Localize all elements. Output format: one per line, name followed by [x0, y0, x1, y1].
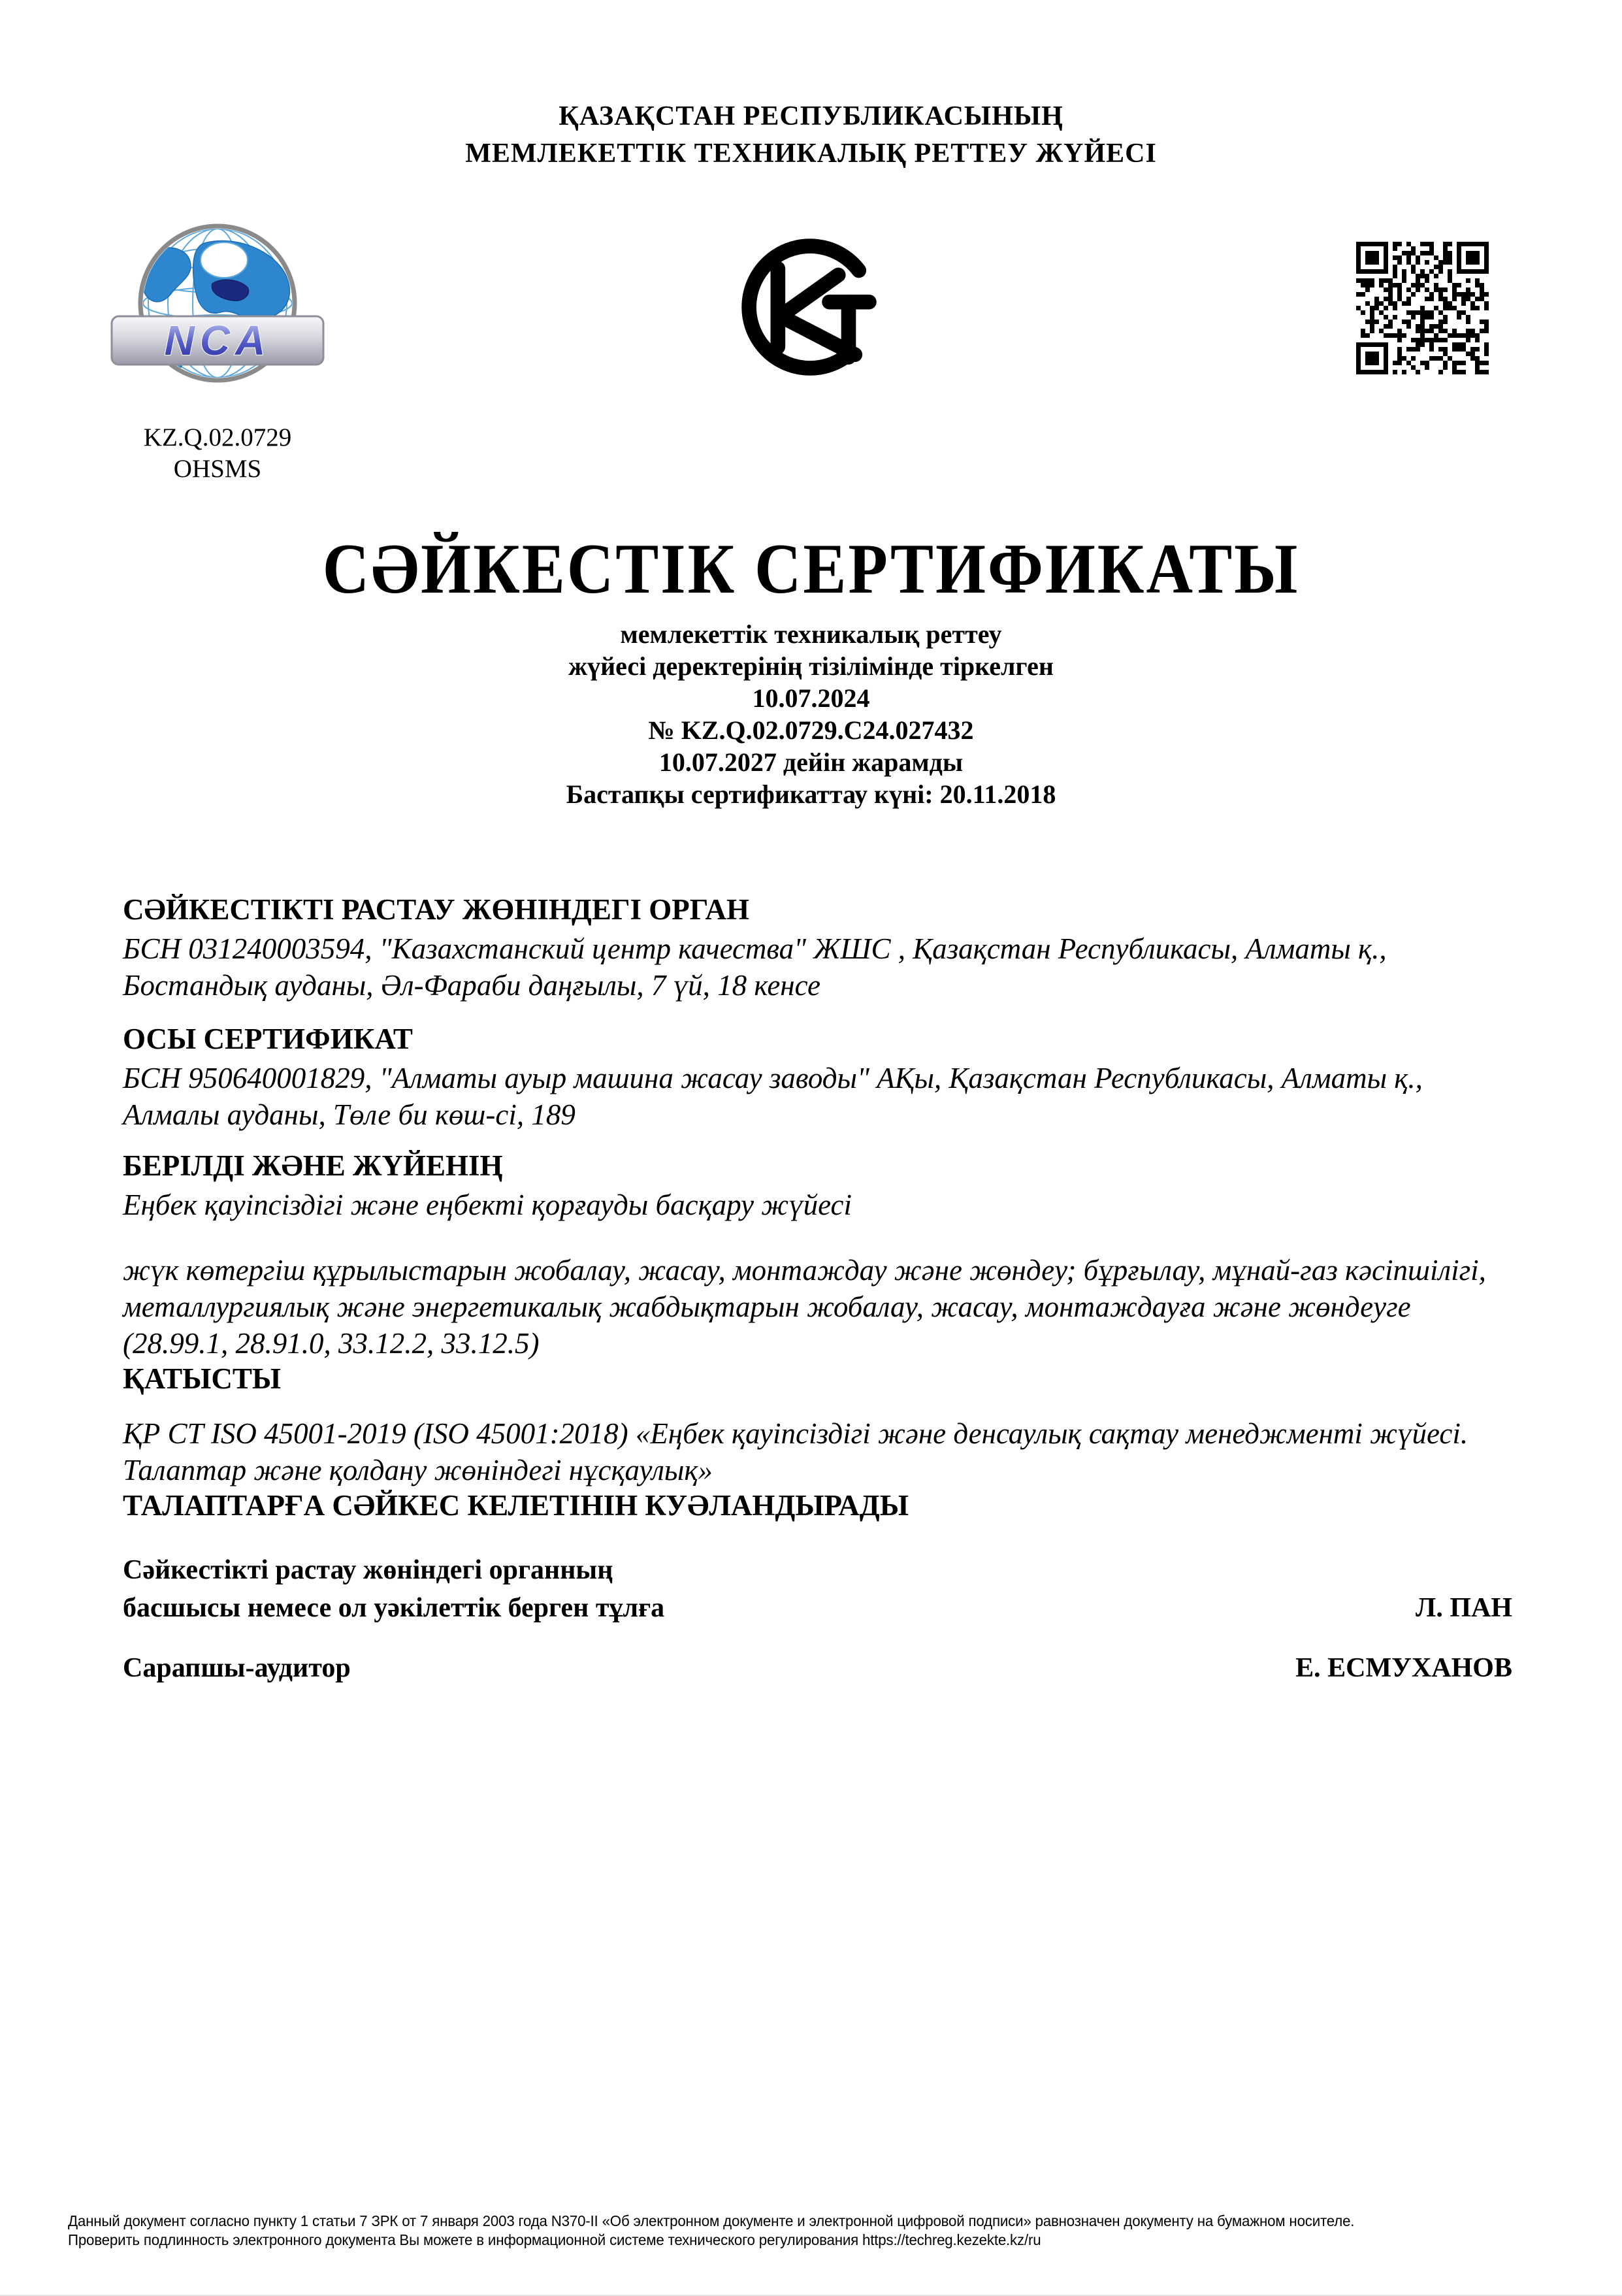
- accreditation-block: [103, 220, 332, 485]
- initial-certification-date: Бастапқы сертификаттау күні: 20.11.2018: [566, 779, 1056, 809]
- footer-line2: Проверить подлинность электронного документа Вы можете в информационной системе технического регулирования https://techreg.kezekte.kz/ru: [68, 2231, 1041, 2248]
- scope-text: жүк көтергіш құрылыстарын жобалау, жасау, монтаждау және жөндеу; бұрғылау, мұнай-газ кәсіпшілігі, металлургиялық және энергетикалық жабдықтарын жобалау, жасау, монтаждауға және жөндеуге (28.99.1, 28.91.0, 33.12.2, 33.12.5): [123, 1254, 1486, 1360]
- auditor-name: Е. ЕСМУХАНОВ: [1295, 1653, 1512, 1683]
- footer-line1: Данный документ согласно пункту 1 статьи 7 ЗРК от 7 января 2003 года N370-II «Об электронном документе и электронной цифровой подписи» равнозначен документу на бумажном носителе.: [68, 2212, 1355, 2229]
- registration-date: 10.07.2024: [752, 683, 870, 713]
- subtitle-line1: мемлекеттік техникалық реттеу: [620, 619, 1002, 649]
- certificate-body: [123, 893, 1512, 1684]
- holder-text: БСН 950640001829, "Алматы ауыр машина жасау заводы" АҚы, Қазақстан Республикасы, Алматы қ., Алмалы ауданы, Төле би көш-сі, 189: [123, 1062, 1423, 1131]
- signatory-label-line1: Сәйкестікті растау жөніндегі органның: [123, 1555, 613, 1585]
- subtitle-line2: жүйесі деректерінің тізілімінде тіркелген: [568, 651, 1054, 681]
- valid-until: 10.07.2027 дейін жарамды: [658, 747, 964, 777]
- management-system-text: Еңбек қауіпсіздігі және еңбекті қорғауды басқару жүйесі: [123, 1189, 852, 1221]
- certificate-title: СӘЙКЕСТІК СЕРТИФИКАТЫ: [322, 529, 1300, 608]
- state-header-line1: ҚАЗАҚСТАН РЕСПУБЛИКАСЫНЫҢ: [559, 101, 1063, 131]
- holder-heading: ОСЫ СЕРТИФИКАТ: [123, 1023, 413, 1055]
- kt-conformity-mark-icon: [733, 227, 887, 388]
- certification-body-text: БСН 031240003594, "Казахстанский центр качества" ЖШС , Қазақстан Республикасы, Алматы қ., Бостандық ауданы, Әл-Фараби даңғылы, 7 үй, 18 кенсе: [123, 932, 1387, 1002]
- certificate-subtitle: [0, 618, 1622, 810]
- accreditation-code: KZ.Q.02.0729: [143, 423, 292, 451]
- title-block: [0, 531, 1622, 810]
- state-header-line2: МЕМЛЕКЕТТІК ТЕХНИКАЛЫҚ РЕТТЕУ ЖҮЙЕСІ: [465, 139, 1157, 169]
- head-signature-name: Л. ПАН: [1416, 1593, 1512, 1623]
- applies-heading: ҚАТЫСТЫ: [123, 1362, 282, 1395]
- issued-heading: БЕРІЛДІ ЖӘНЕ ЖҮЙЕНІҢ: [123, 1149, 503, 1182]
- certification-body-heading: СӘЙКЕСТІКТІ РАСТАУ ЖӨНІНДЕГІ ОРГАН: [123, 893, 749, 926]
- legal-footer: [68, 2212, 1531, 2250]
- nca-logo-letters: NCA: [164, 317, 271, 364]
- signatory-label-line2: басшысы немесе ол уәкілеттік берген тұлға: [123, 1593, 665, 1623]
- nca-globe-logo-icon: [103, 220, 332, 419]
- certificate-number: № KZ.Q.02.0729.C24.027432: [648, 715, 974, 745]
- auditor-label: Сарапшы-аудитор: [123, 1653, 351, 1683]
- qr-code-icon: [1356, 242, 1489, 374]
- confirm-heading: ТАЛАПТАРҒА СӘЙКЕС КЕЛЕТІНІН КУӘЛАНДЫРАДЫ: [123, 1489, 909, 1522]
- auditor-signature-row: [123, 1652, 1512, 1684]
- standard-text: ҚР СТ ISO 45001-2019 (ISO 45001:2018) «Еңбек қауіпсіздігі және денсаулық сақтау менеджменті жүйесі. Талаптар және қолдану жөніндегі нұсқаулық»: [123, 1417, 1468, 1486]
- state-system-header: [0, 98, 1622, 172]
- head-signature-row: [123, 1592, 1512, 1624]
- accreditation-scheme: OHSMS: [173, 455, 262, 483]
